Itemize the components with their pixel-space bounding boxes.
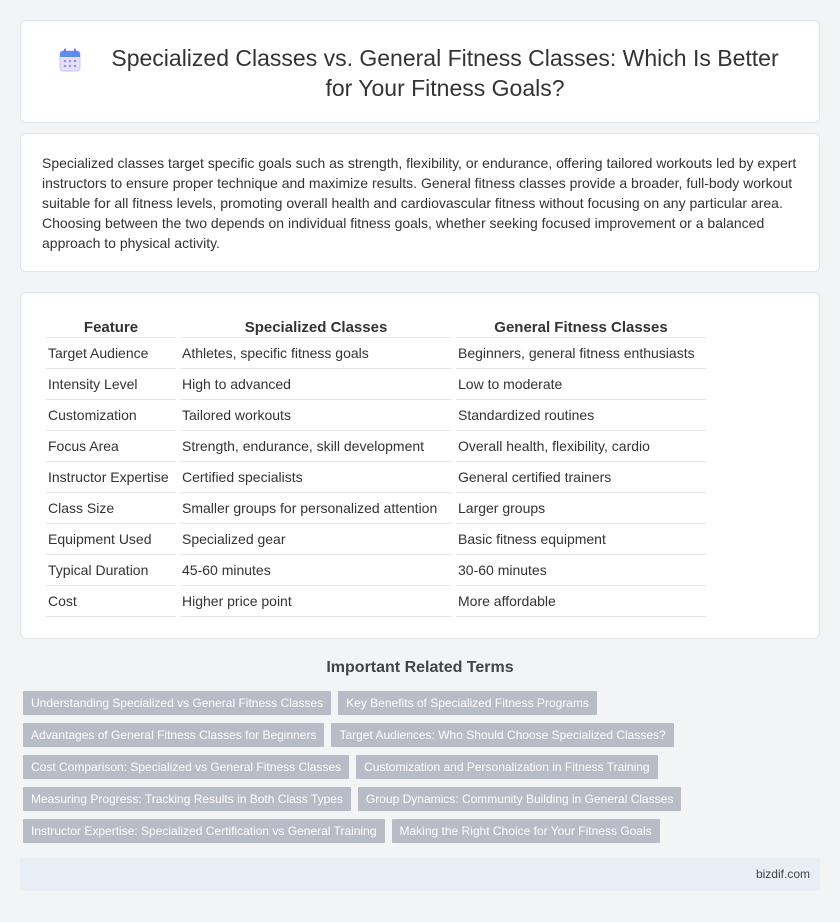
table-header-row (46, 317, 706, 338)
column-header-feature: Feature (46, 317, 176, 338)
table-row (46, 369, 706, 400)
table-cell: 30-60 minutes (456, 555, 706, 586)
table-cell: Specialized gear (180, 524, 452, 555)
tag-row (23, 723, 683, 747)
table-row (46, 400, 706, 431)
table-cell: 45-60 minutes (180, 555, 452, 586)
intro-paragraph: Specialized classes target specific goals such as strength, flexibility, or endurance, offering tailored workouts led by expert instructors to ensure proper technique and maximize results. General fitness classes provide a broader, full-body workout suitable for all fitness levels, promoting overall health and cardiovascular fitness without focusing on any particular area. Choosing between the two depends on individual fitness goals, whether seeking focused improvement or a balanced approach to physical activity. (42, 155, 797, 251)
table-cell: Overall health, flexibility, cardio (456, 431, 706, 462)
tag-row (23, 755, 683, 779)
table-cell: Athletes, specific fitness goals (180, 338, 452, 369)
table-row (46, 493, 706, 524)
table-cell: Equipment Used (46, 524, 176, 555)
table-cell: Strength, endurance, skill development (180, 431, 452, 462)
table-cell: Smaller groups for personalized attention (180, 493, 452, 524)
related-terms-list (23, 691, 683, 851)
related-terms-title: Important Related Terms (326, 659, 514, 676)
table-row (46, 524, 706, 555)
related-term-link[interactable]: Customization and Personalization in Fitness Training (356, 755, 657, 779)
table-cell: Target Audience (46, 338, 176, 369)
related-term-link[interactable]: Group Dynamics: Community Building in General Classes (358, 787, 681, 811)
related-term-link[interactable]: Instructor Expertise: Specialized Certification vs General Training (23, 819, 385, 843)
calendar-icon (59, 48, 81, 72)
table-cell: Customization (46, 400, 176, 431)
related-term-link[interactable]: Measuring Progress: Tracking Results in Both Class Types (23, 787, 351, 811)
table-cell: Beginners, general fitness enthusiasts (456, 338, 706, 369)
tag-row (23, 691, 683, 715)
table-cell: Class Size (46, 493, 176, 524)
table-row (46, 555, 706, 586)
column-header-specialized: Specialized Classes (180, 317, 452, 338)
table-row (46, 462, 706, 493)
related-term-link[interactable]: Making the Right Choice for Your Fitness Goals (392, 819, 660, 843)
related-term-link[interactable]: Target Audiences: Who Should Choose Specialized Classes? (331, 723, 673, 747)
table-cell: General certified trainers (456, 462, 706, 493)
table-cell: Higher price point (180, 586, 452, 617)
table-cell: Larger groups (456, 493, 706, 524)
footer-site-link[interactable]: bizdif.com (755, 867, 810, 881)
table-cell: More affordable (456, 586, 706, 617)
table-cell: Low to moderate (456, 369, 706, 400)
tag-row (23, 819, 683, 843)
table-cell: Typical Duration (46, 555, 176, 586)
related-term-link[interactable]: Cost Comparison: Specialized vs General Fitness Classes (23, 755, 349, 779)
footer (20, 858, 820, 891)
header-card (20, 20, 820, 123)
column-header-general: General Fitness Classes (456, 317, 706, 338)
table-cell: Certified specialists (180, 462, 452, 493)
table-cell: Focus Area (46, 431, 176, 462)
table-row (46, 431, 706, 462)
table-row (46, 338, 706, 369)
table-cell: Basic fitness equipment (456, 524, 706, 555)
comparison-table (42, 317, 710, 617)
table-cell: Standardized routines (456, 400, 706, 431)
table-cell: High to advanced (180, 369, 452, 400)
tag-row (23, 787, 683, 811)
intro-card (20, 133, 820, 272)
table-cell: Cost (46, 586, 176, 617)
related-term-link[interactable]: Key Benefits of Specialized Fitness Programs (338, 691, 597, 715)
table-cell: Tailored workouts (180, 400, 452, 431)
related-term-link[interactable]: Advantages of General Fitness Classes for Beginners (23, 723, 324, 747)
comparison-table-card (20, 292, 820, 639)
table-cell: Intensity Level (46, 369, 176, 400)
table-row (46, 586, 706, 617)
page-title: Specialized Classes vs. General Fitness Classes: Which Is Better for Your Fitness Goals? (111, 45, 779, 101)
table-cell: Instructor Expertise (46, 462, 176, 493)
related-term-link[interactable]: Understanding Specialized vs General Fitness Classes (23, 691, 331, 715)
